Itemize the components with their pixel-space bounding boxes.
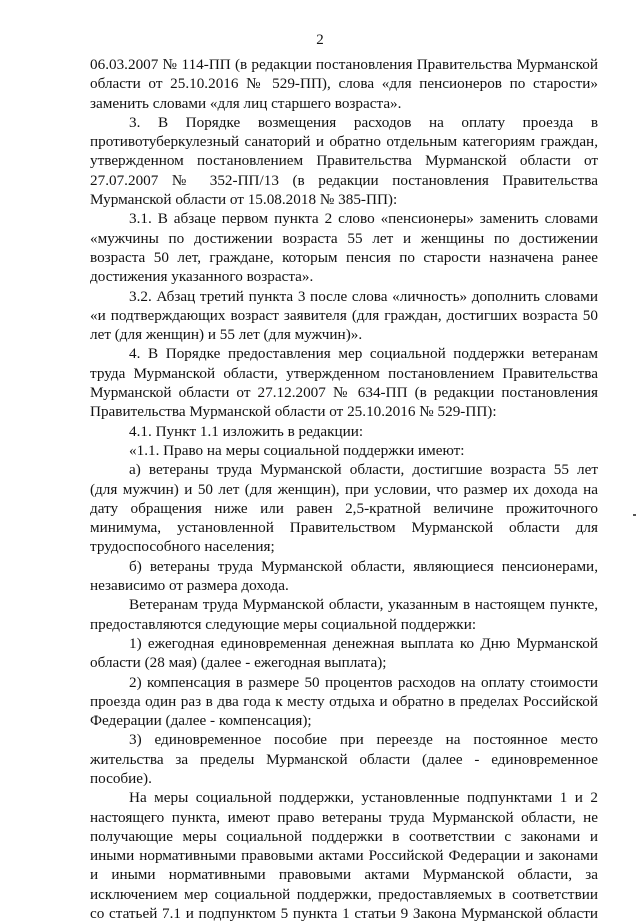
text-line: и иными нормативными правовыми актами Мурманской области, за (90, 866, 598, 884)
text-line: 3.2. Абзац третий пункта 3 после слова «личность» дополнить словами (129, 287, 598, 305)
text-line: 3. В Порядке возмещения расходов на оплату проезда в (129, 113, 598, 131)
text-line: 1) ежегодная единовременная денежная выплата ко Дню Мурманской (129, 634, 598, 652)
text-line: 4. В Порядке предоставления мер социальной поддержки ветеранам (129, 345, 598, 363)
text-line: 3.1. В абзаце первом пункта 2 слово «пенсионеры» заменить словами (129, 210, 598, 228)
text-line: Мурманской области от 27.12.2007 № 634-ПП (в редакции постановления (90, 384, 598, 402)
text-line: противотуберкулезный санаторий и обратно отдельным категориям граждан, (90, 133, 598, 151)
text-line: со статьей 7.1 и подпунктом 5 пункта 1 статьи 9 Закона Мурманской области (90, 905, 598, 923)
text-line: 06.03.2007 № 114-ПП (в редакции постановления Правительства Мурманской (90, 56, 598, 73)
text-line: б) ветераны труда Мурманской области, являющиеся пенсионерами, (129, 557, 598, 575)
text-line: «1.1. Право на меры социальной поддержки имеют: (129, 441, 465, 459)
text-line: Ветеранам труда Мурманской области, указанным в настоящем пункте, (129, 596, 598, 614)
text-line: 27.07.2007 № 352-ПП/13 (в редакции постановления Правительства (90, 171, 598, 189)
text-line: жительства за пределы Мурманской области (далее - единовременное (90, 750, 598, 768)
document-body (90, 55, 598, 923)
text-line: Федерации (далее - компенсация); (90, 712, 312, 730)
text-line: иными нормативными правовыми актами Российской Федерации и законами (90, 847, 598, 865)
text-line: настоящего пункта, имеют право ветераны труда Мурманской области, не (90, 808, 598, 826)
text-line: лет (для женщин) и 55 лет (для мужчин)». (90, 326, 363, 344)
text-line: области от 25.10.2016 № 529-ПП), слова «для пенсионеров по старости» (90, 75, 598, 93)
text-line: «и подтверждающих возраст заявителя (для граждан, достигших возраста 50 (90, 306, 598, 324)
text-line: утвержденном постановлением Правительства Мурманской области от (90, 152, 598, 170)
text-line: 2) компенсация в размере 50 процентов расходов на оплату стоимости (129, 673, 598, 691)
text-line: пособие). (90, 769, 152, 787)
paragraph (90, 441, 598, 460)
page-number: 2 (316, 32, 324, 48)
text-line: 3) единовременное пособие при переезде на постоянное место (129, 731, 598, 749)
text-line: 4.1. Пункт 1.1 изложить в редакции: (129, 422, 364, 440)
text-line: предоставляются следующие меры социальной поддержки: (90, 615, 477, 633)
text-line: достижения указанного возраста». (90, 268, 314, 286)
paragraph (90, 209, 598, 286)
paragraph (90, 788, 598, 923)
paragraph (90, 673, 598, 731)
text-line: На меры социальной поддержки, установленные подпунктами 1 и 2 (129, 789, 598, 807)
paragraph (90, 730, 598, 788)
paragraph (90, 595, 598, 634)
text-line: (для мужчин) и 50 лет (для женщин), при условии, что размер их дохода на (90, 480, 598, 498)
text-line: трудоспособного населения; (90, 538, 275, 556)
text-line: возраста 50 лет, граждане, которым пенсия по старости назначена ранее (90, 248, 598, 266)
text-line: заменить словами «для лиц старшего возраста». (90, 94, 402, 112)
text-line: независимо от размера дохода. (90, 577, 289, 595)
paragraph (90, 55, 598, 113)
paragraph (90, 460, 598, 556)
text-line: исключением мер социальной поддержки, предоставляемых в соответствии (90, 885, 598, 903)
scan-speck (633, 514, 636, 516)
text-line: проезда один раз в два года к месту отдыха и обратно в пределах Российской (90, 692, 598, 710)
paragraph (90, 557, 598, 596)
text-line: Мурманской области от 15.08.2018 № 385-ПП): (90, 191, 398, 209)
paragraph (90, 422, 598, 441)
text-line: минимума, установленной Правительством Мурманской области для (90, 519, 598, 537)
text-line: области (28 мая) (далее - ежегодная выплата); (90, 654, 387, 672)
paragraph (90, 113, 598, 209)
text-line: Правительства Мурманской области от 25.10.2016 № 529-ПП): (90, 403, 497, 421)
text-line: получающие меры социальной поддержки в соответствии с законами и (90, 827, 598, 845)
text-line: а) ветераны труда Мурманской области, достигшие возраста 55 лет (129, 461, 598, 479)
paragraph (90, 634, 598, 673)
paragraph (90, 287, 598, 345)
text-line: труда Мурманской области, утвержденном постановлением Правительства (90, 364, 598, 382)
text-line: дату обращения ниже или равен 2,5-кратной величине прожиточного (90, 499, 598, 517)
paragraph (90, 344, 598, 421)
text-line: «мужчины по достижении возраста 55 лет и женщины по достижении (90, 229, 598, 247)
